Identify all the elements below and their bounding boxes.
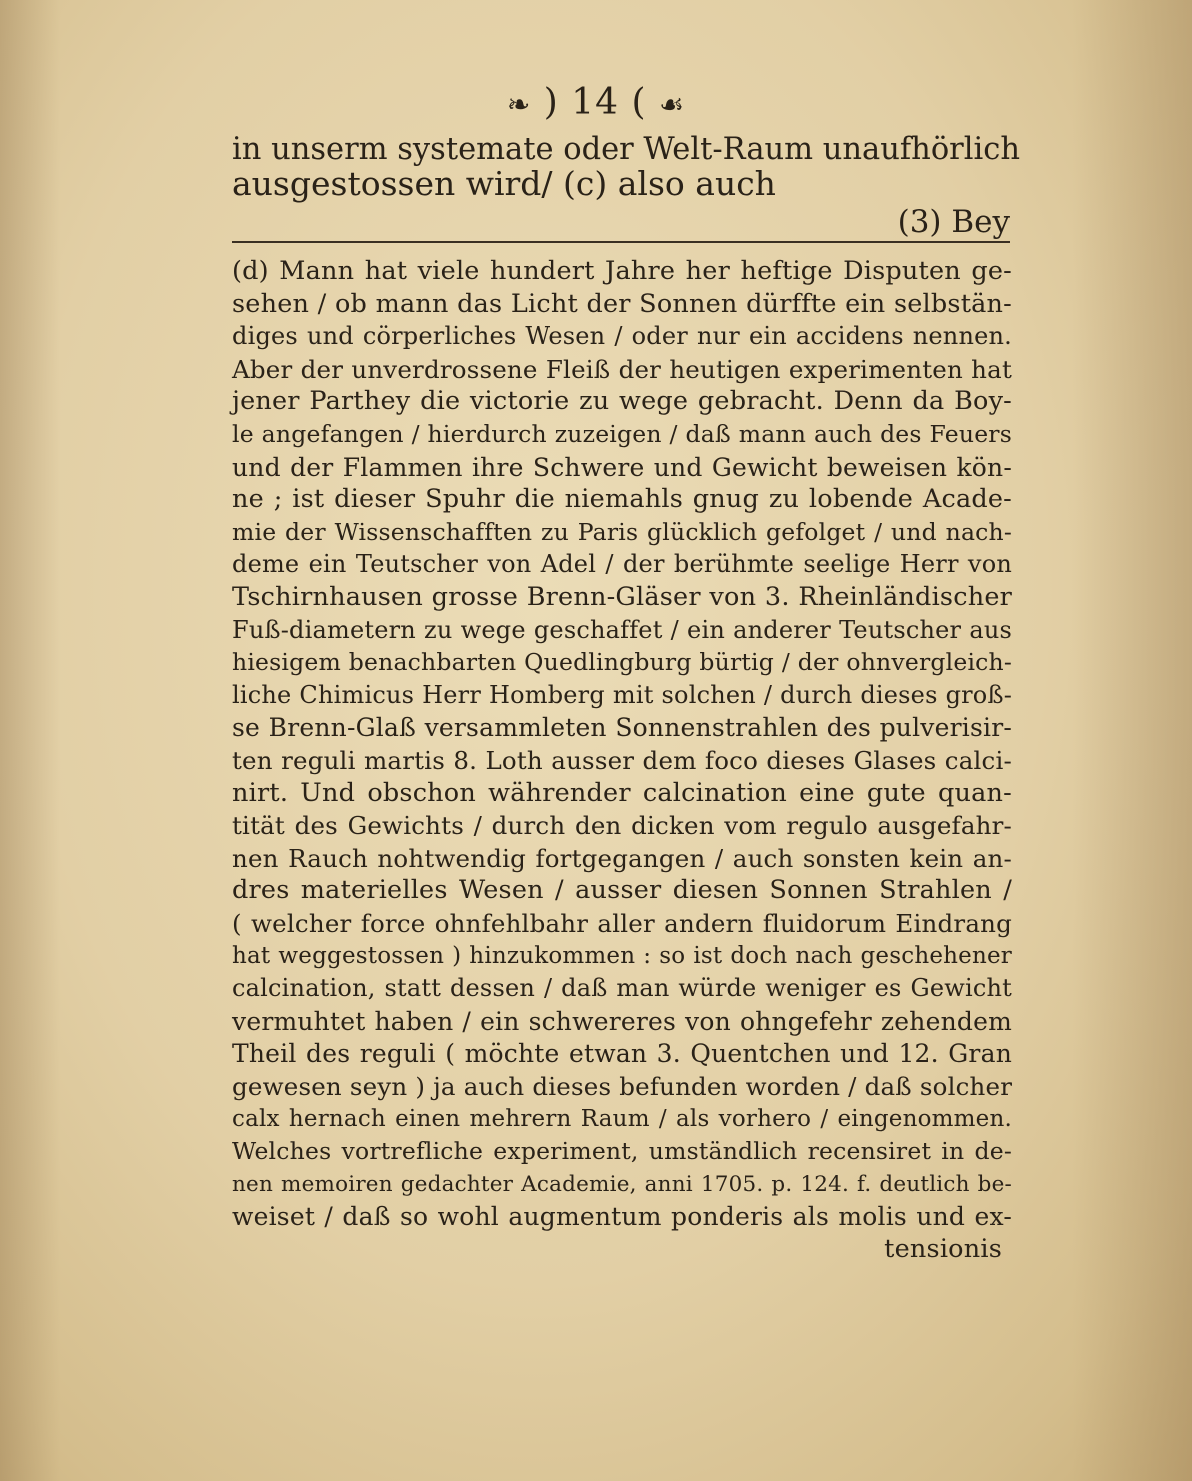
footnote-line: vermuhtet haben / ein schwereres von ohngefehr zehendem <box>232 1006 1012 1036</box>
page-shadow-left <box>0 0 60 1481</box>
footnote-line: Fuß-diametern zu wege geschaffet / ein anderer Teutscher aus <box>232 615 1012 644</box>
footnote-line: sehen / ob mann das Licht der Sonnen dürffte ein selbstän- <box>232 288 1012 319</box>
footnote-line: mie der Wissenschafften zu Paris glücklich gefolget / und nach- <box>232 517 1012 546</box>
footnote-line: Theil des reguli ( möchte etwan 3. Quentchen und 12. Gran <box>232 1039 1012 1069</box>
footnote-line: gewesen seyn ) ja auch dieses befunden worden / daß solcher <box>232 1072 1013 1101</box>
ornament-left-icon: ❧ <box>506 88 532 121</box>
footnote-line: nirt. Und obschon währender calcination eine gute quan- <box>232 777 1012 808</box>
page-number: ) 14 ( <box>543 82 647 123</box>
footnote-line: deme ein Teutscher von Adel / der berühmte seelige Herr von <box>232 550 1012 579</box>
footnote-line: liche Chimicus Herr Homberg mit solchen / durch dieses groß- <box>232 680 1012 709</box>
main-text-line-2: ausgestossen wird/ (c) also auch <box>232 164 776 203</box>
footnote-line: hat weggestossen ) hinzukommen : so ist doch nach geschehener <box>232 942 1012 969</box>
footnote-rule <box>232 241 1010 243</box>
ornament-right-icon: ☙ <box>659 88 686 121</box>
main-text-line-1: in unserm systemate oder Welt-Raum unaufhörlich <box>232 132 1020 167</box>
page-header <box>0 82 1192 123</box>
footnote-line: le angefangen / hierdurch zuzeigen / daß mann auch des Feuers <box>232 420 1012 448</box>
footnote-line: dres materielles Wesen / ausser diesen Sonnen Strahlen / <box>232 875 1012 906</box>
catchword-top: (3) Bey <box>897 204 1010 240</box>
footnote-line: Tschirnhausen grosse Brenn-Gläser von 3. Rheinländischer <box>232 582 1012 612</box>
footnote-line: ( welcher force ohnfehlbahr aller andern fluidorum Eindrang <box>232 909 1012 938</box>
footnote-line: nen Rauch nohtwendig fortgegangen / auch sonsten kein an- <box>232 843 1012 873</box>
footnote-line: ne ; ist dieser Spuhr die niemahls gnug zu lobende Acade- <box>232 484 1012 515</box>
catchword-bottom: tensionis <box>884 1234 1002 1264</box>
footnote-line: Welches vortrefliche experiment, umständlich recensiret in de- <box>232 1137 1012 1166</box>
footnote-line: diges und cörperliches Wesen / oder nur ein accidens nennen. <box>232 322 1012 351</box>
footnote-line: calcination, statt dessen / daß man würde weniger es Gewicht <box>232 974 1012 1003</box>
footnote-line: tität des Gewichts / durch den dicken vom regulo ausgefahr- <box>232 811 1012 841</box>
footnote-line: jener Parthey die victorie zu wege gebracht. Denn da Boy- <box>232 386 1012 417</box>
footnote-line: und der Flammen ihre Schwere und Gewicht beweisen kön- <box>232 452 1012 482</box>
footnote-line: Aber der unverdrossene Fleiß der heutigen experimenten hat <box>232 354 1012 384</box>
footnote-line: (d) Mann hat viele hundert Jahre her heftige Disputen ge- <box>232 256 1012 286</box>
footnote-line: hiesigem benachbarten Quedlingburg bürtig / der ohnvergleich- <box>232 648 1012 677</box>
footnote-line: ten reguli martis 8. Loth ausser dem foco dieses Glases calci- <box>232 746 1012 775</box>
page-shadow-right <box>1072 0 1192 1481</box>
footnote-line: weiset / daß so wohl augmentum ponderis als molis und ex- <box>232 1202 1012 1232</box>
footnote-line: nen memoiren gedachter Academie, anni 1705. p. 124. f. deutlich be- <box>232 1171 1012 1197</box>
footnote-line: calx hernach einen mehrern Raum / als vorhero / eingenommen. <box>232 1105 1012 1132</box>
footnote-line: se Brenn-Glaß versammleten Sonnenstrahlen des pulverisir- <box>232 713 1012 743</box>
